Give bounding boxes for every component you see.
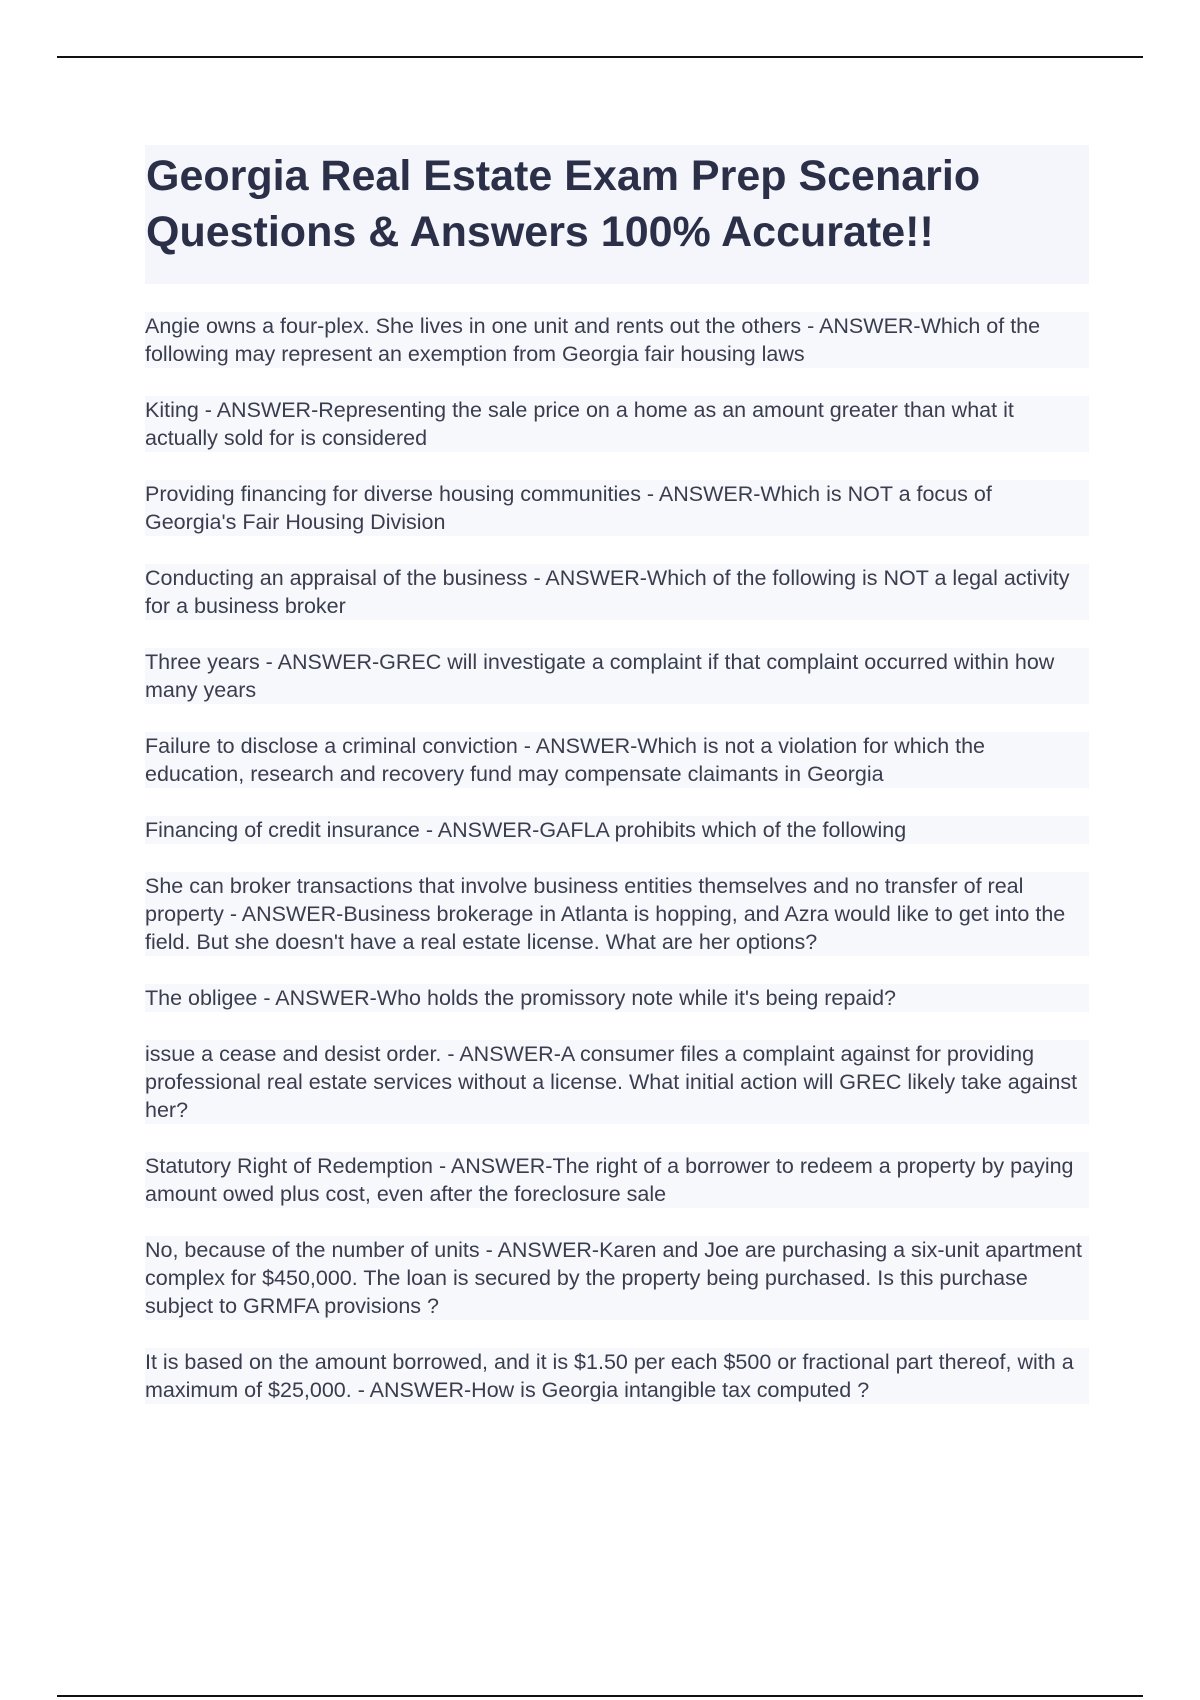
top-rule	[57, 56, 1143, 58]
qa-item: She can broker transactions that involve business entities themselves and no transfer of real property - ANSWER-Business brokerage in Atlanta is hopping, and Azra would like to get into the field. But she doesn't have a real estate license. What are her options?	[145, 872, 1089, 956]
qa-list	[145, 312, 1089, 1432]
document-title: Georgia Real Estate Exam Prep Scenario Questions & Answers 100% Accurate!!	[146, 152, 981, 256]
qa-item: Providing financing for diverse housing communities - ANSWER-Which is NOT a focus of Georgia's Fair Housing Division	[145, 480, 1089, 536]
qa-item: Financing of credit insurance - ANSWER-GAFLA prohibits which of the following	[145, 816, 1089, 844]
qa-item: The obligee - ANSWER-Who holds the promissory note while it's being repaid?	[145, 984, 1089, 1012]
bottom-rule	[57, 1695, 1143, 1697]
qa-item: Angie owns a four-plex. She lives in one unit and rents out the others - ANSWER-Which of the following may represent an exemption from Georgia fair housing laws	[145, 312, 1089, 368]
qa-item: Kiting - ANSWER-Representing the sale price on a home as an amount greater than what it actually sold for is considered	[145, 396, 1089, 452]
qa-item: Conducting an appraisal of the business - ANSWER-Which of the following is NOT a legal activity for a business broker	[145, 564, 1089, 620]
qa-item: It is based on the amount borrowed, and it is $1.50 per each $500 or fractional part thereof, with a maximum of $25,000. - ANSWER-How is Georgia intangible tax computed ?	[145, 1348, 1089, 1404]
qa-item: No, because of the number of units - ANSWER-Karen and Joe are purchasing a six-unit apartment complex for $450,000. The loan is secured by the property being purchased. Is this purchase subject to GRMFA provisions ?	[145, 1236, 1089, 1320]
qa-item: issue a cease and desist order. - ANSWER-A consumer files a complaint against for providing professional real estate services without a license. What initial action will GREC likely take against her?	[145, 1040, 1089, 1124]
title-block	[145, 145, 1089, 284]
qa-item: Three years - ANSWER-GREC will investigate a complaint if that complaint occurred within how many years	[145, 648, 1089, 704]
qa-item: Statutory Right of Redemption - ANSWER-The right of a borrower to redeem a property by paying amount owed plus cost, even after the foreclosure sale	[145, 1152, 1089, 1208]
qa-item: Failure to disclose a criminal conviction - ANSWER-Which is not a violation for which the education, research and recovery fund may compensate claimants in Georgia	[145, 732, 1089, 788]
